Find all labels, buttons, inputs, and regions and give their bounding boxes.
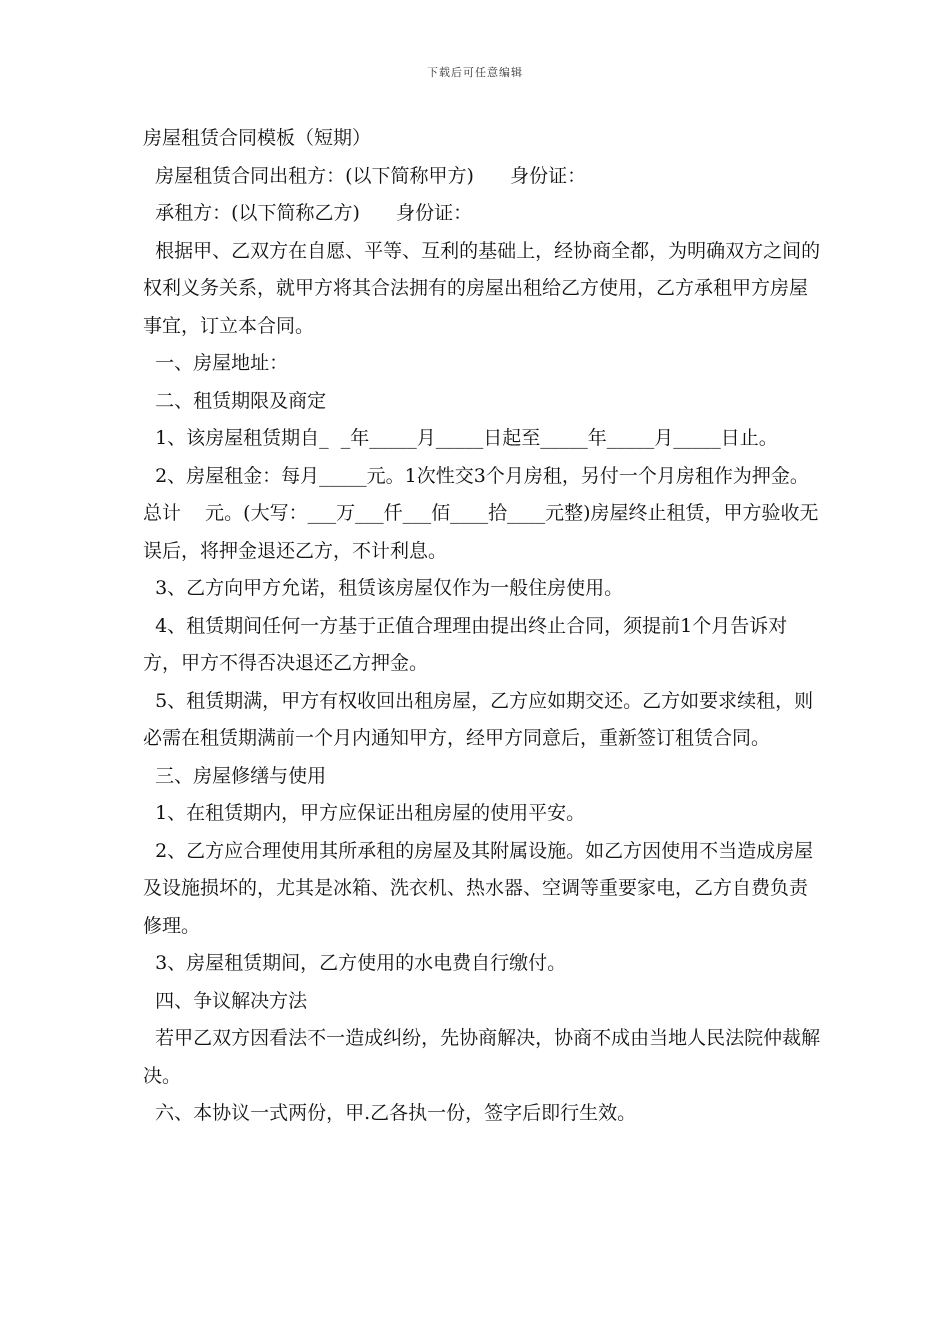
clause-paragraph: 1、该房屋租赁期自_ _年_____月_____日起至_____年_____月_____日止。: [143, 427, 778, 449]
section-heading: 一、房屋地址：: [143, 352, 289, 374]
clause-paragraph: 六、本协议一式两份，甲.乙各执一份，签字后即行生效。: [143, 1102, 637, 1124]
page-header: 下载后可任意编辑: [427, 66, 523, 79]
clause-paragraph: 2、房屋租金：每月_____元。1次性交3个月房租，另付一个月房租作为押金。总计 元。(大写：___万___仟___佰____拾____元整)房屋终止租赁，甲方验收无误后，将押金退还乙方，不计利息。: [143, 464, 819, 562]
section-heading: 四、争议解决方法: [143, 989, 308, 1012]
document-title: 房屋租赁合同模板（短期）: [143, 127, 372, 149]
preamble-paragraph: 根据甲、乙双方在自愿、平等、互利的基础上，经协商全都，为明确双方之间的权利义务关系，就甲方将其合法拥有的房屋出租给乙方使用，乙方承租甲方房屋事宜，订立本合同。: [143, 239, 821, 337]
clause-paragraph: 若甲乙双方因看法不一造成纠纷，先协商解决，协商不成由当地人民法院仲裁解决。: [143, 1027, 821, 1087]
clause-paragraph: 2、乙方应合理使用其所承租的房屋及其附属设施。如乙方因使用不当造成房屋及设施损坏的，尤其是冰箱、洗衣机、热水器、空调等重要家电，乙方自费负责修理。: [143, 839, 814, 937]
clause-paragraph: 4、租赁期间任何一方基于正值合理理由提出终止合同，须提前1个月告诉对方，甲方不得否决退还乙方押金。: [143, 614, 788, 674]
document-body: [143, 120, 823, 1133]
lessee-line: 承租方：(以下简称乙方) 身份证：: [143, 202, 473, 224]
lessor-line: 房屋租赁合同出租方：(以下简称甲方) 身份证：: [143, 164, 587, 187]
clause-paragraph: 5、租赁期满，甲方有权收回出租房屋，乙方应如期交还。乙方如要求续租，则必需在租赁期满前一个月内通知甲方，经甲方同意后，重新签订租赁合同。: [143, 689, 814, 749]
clause-paragraph: 3、房屋租赁期间，乙方使用的水电费自行缴付。: [143, 952, 567, 974]
section-heading: 二、租赁期限及商定: [143, 389, 327, 412]
clause-paragraph: 1、在租赁期内，甲方应保证出租房屋的使用平安。: [143, 802, 586, 824]
section-heading: 三、房屋修缮与使用: [143, 764, 327, 787]
clause-paragraph: 3、乙方向甲方允诺，租赁该房屋仅作为一般住房使用。: [143, 577, 624, 599]
